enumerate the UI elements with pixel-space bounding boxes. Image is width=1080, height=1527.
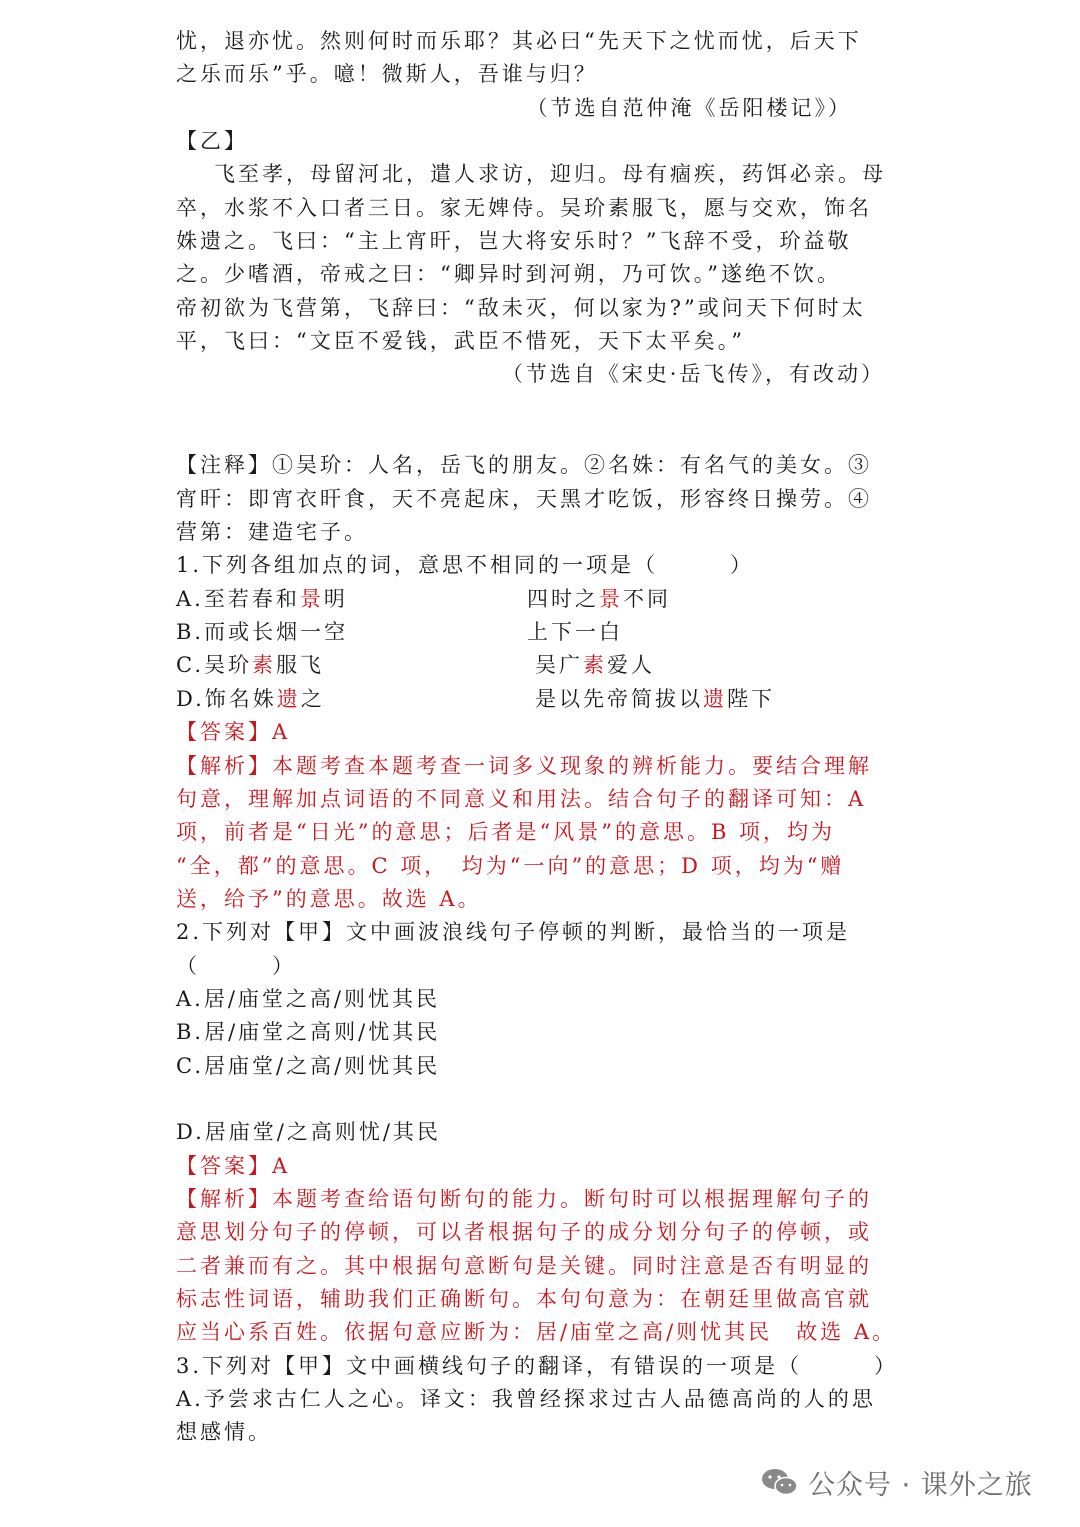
q1-option-d-right: [535, 683, 775, 716]
q2-stem: 2.下列对【甲】文中画波浪线句子停顿的判断，最恰当的一项是: [176, 920, 851, 944]
q1-d-right-dotted-word: 遗: [703, 687, 727, 711]
q1-analysis-line: “全，都”的意思。C 项， 均为“一向”的意思；D 项，均为“赠: [176, 854, 845, 878]
q1-option-a-right: [527, 583, 671, 616]
q2-option: C.居庙堂/之高/则忧其民: [176, 1054, 441, 1078]
q1-d-right-post: 陛下: [727, 687, 775, 711]
q1-b-left-post: 空: [324, 620, 349, 644]
q2-option: D.居庙堂/之高则忧/其民: [176, 1120, 441, 1144]
yi-heading: 【乙】: [176, 129, 248, 153]
q1-a-right-dotted-word: 景: [599, 587, 623, 611]
yi-source: （节选自《宋史·岳飞传》，有改动）: [501, 362, 885, 386]
q1-option-c-right: [535, 649, 655, 682]
watermark: [760, 1462, 1033, 1502]
q1-c-left-post: 服飞: [276, 653, 324, 677]
q1-d-left-post: 之: [300, 687, 325, 711]
q1-option-b: [176, 616, 348, 649]
q1-c-left-pre: C.吴玠: [176, 653, 252, 677]
q3-option-a: A.予尝求古仁人之心。译文：我曾经探求过古人品德高尚的人的思: [176, 1387, 876, 1411]
notes-line: 【注释】①吴玠：人名，岳飞的朋友。②名姝：有名气的美女。③: [176, 453, 872, 477]
q3-option-a-cont: 想感情。: [176, 1420, 272, 1444]
q1-b-left-pre: B.而或长烟: [176, 620, 301, 644]
q2-option: A.居/庙堂之高/则忧其民: [176, 987, 440, 1011]
q2-option: B.居/庙堂之高则/忧其民: [176, 1020, 441, 1044]
q1-option-a: [176, 583, 348, 616]
jia-text-line: 之乐而乐”乎。噫！微斯人，吾谁与归？: [176, 62, 598, 86]
q1-analysis-line: 项，前者是“日光”的意思；后者是“风景”的意思。B 项，均为: [176, 820, 836, 844]
q1-c-right-pre: 吴广: [535, 653, 583, 677]
q1-b-right-dotted-word: 一: [575, 620, 599, 644]
watermark-text: 公众号 · 课外之旅: [808, 1469, 1033, 1501]
q1-b-right-pre: 上下: [527, 620, 575, 644]
q3-stem: 3.下列对【甲】文中画横线句子的翻译，有错误的一项是（ ）: [176, 1354, 899, 1378]
q2-analysis-line: 意思划分句子的停顿，可以者根据句子的成分划分句子的停顿，或: [176, 1220, 872, 1244]
q1-analysis-line: 句意，理解加点词语的不同意义和用法。结合句子的翻译可知：A: [176, 787, 867, 811]
q2-analysis-line: 标志性词语，辅助我们正确断句。本句句意为：在朝廷里做高官就: [176, 1287, 872, 1311]
q1-a-right-post: 不同: [623, 587, 671, 611]
q1-option-d: [176, 683, 325, 716]
q1-b-left-dotted-word: 一: [300, 620, 325, 644]
q2-answer: 【答案】A: [176, 1154, 291, 1178]
q1-c-right-dotted-word: 素: [583, 653, 607, 677]
notes-line: 宵旰：即宵衣旰食，天不亮起床，天黑才吃饭，形容终日操劳。④: [176, 487, 872, 511]
q2-stem-blank: （ ）: [176, 954, 296, 978]
yi-text-line: 平，飞曰：“文臣不爱钱，武臣不惜死，天下太平矣。”: [176, 329, 745, 353]
q2-analysis-line: 【解析】本题考查给语句断句的能力。断句时可以根据理解句子的: [176, 1187, 872, 1211]
jia-text-line: 忧，退亦忧。然则何时而乐耶？其必曰“先天下之忧而忧，后天下: [176, 29, 862, 53]
wechat-icon: [760, 1467, 800, 1497]
q1-d-left-pre: D.饰名姝: [176, 687, 277, 711]
q1-option-b-right: [527, 616, 623, 649]
q1-analysis-line: 送，给予”的意思。故选 A。: [176, 887, 482, 911]
jia-source: （节选自范仲淹《岳阳楼记》）: [526, 96, 852, 120]
yi-text-line: 姝遗之。飞曰：“主上宵旰，岂大将安乐时？”飞辞不受，玠益敬: [176, 229, 852, 253]
q1-stem: 1.下列各组加点的词，意思不相同的一项是（ ）: [176, 553, 755, 577]
yi-text-line: 飞至孝，母留河北，遣人求访，迎归。母有痼疾，药饵必亲。母: [214, 162, 886, 186]
q1-a-left-dotted-word: 景: [299, 587, 324, 611]
q1-a-right-pre: 四时之: [527, 587, 599, 611]
q1-c-left-dotted-word: 素: [252, 653, 276, 677]
q1-option-c: [176, 649, 324, 682]
q1-a-left-post: 明: [323, 587, 348, 611]
yi-text-line: 之。少嗜酒，帝戒之曰：“卿异时到河朔，乃可饮。”遂绝不饮。: [176, 262, 841, 286]
q1-d-left-dotted-word: 遗: [276, 687, 301, 711]
q1-analysis-line: 【解析】本题考查本题考查一词多义现象的辨析能力。要结合理解: [176, 754, 872, 778]
q2-analysis-line: 应当心系百姓。依据句意应断为：居/庙堂之高/则忧其民 故选 A。: [176, 1320, 896, 1344]
q1-b-right-post: 白: [599, 620, 623, 644]
notes-line: 营第：建造宅子。: [176, 520, 368, 544]
q2-analysis-line: 二者兼而有之。其中根据句意断句是关键。同时注意是否有明显的: [176, 1254, 872, 1278]
yi-text-line: 卒，水浆不入口者三日。家无婢侍。吴玠素服飞，愿与交欢，饰名: [176, 196, 872, 220]
q1-c-right-post: 爱人: [607, 653, 655, 677]
q1-a-left-pre: A.至若春和: [176, 587, 300, 611]
q1-d-right-pre: 是以先帝简拔以: [535, 687, 703, 711]
yi-text-line: 帝初欲为飞营第，飞辞曰：“敌未灭，何以家为?”或问天下何时太: [176, 296, 866, 320]
q1-answer: 【答案】A: [176, 720, 291, 744]
